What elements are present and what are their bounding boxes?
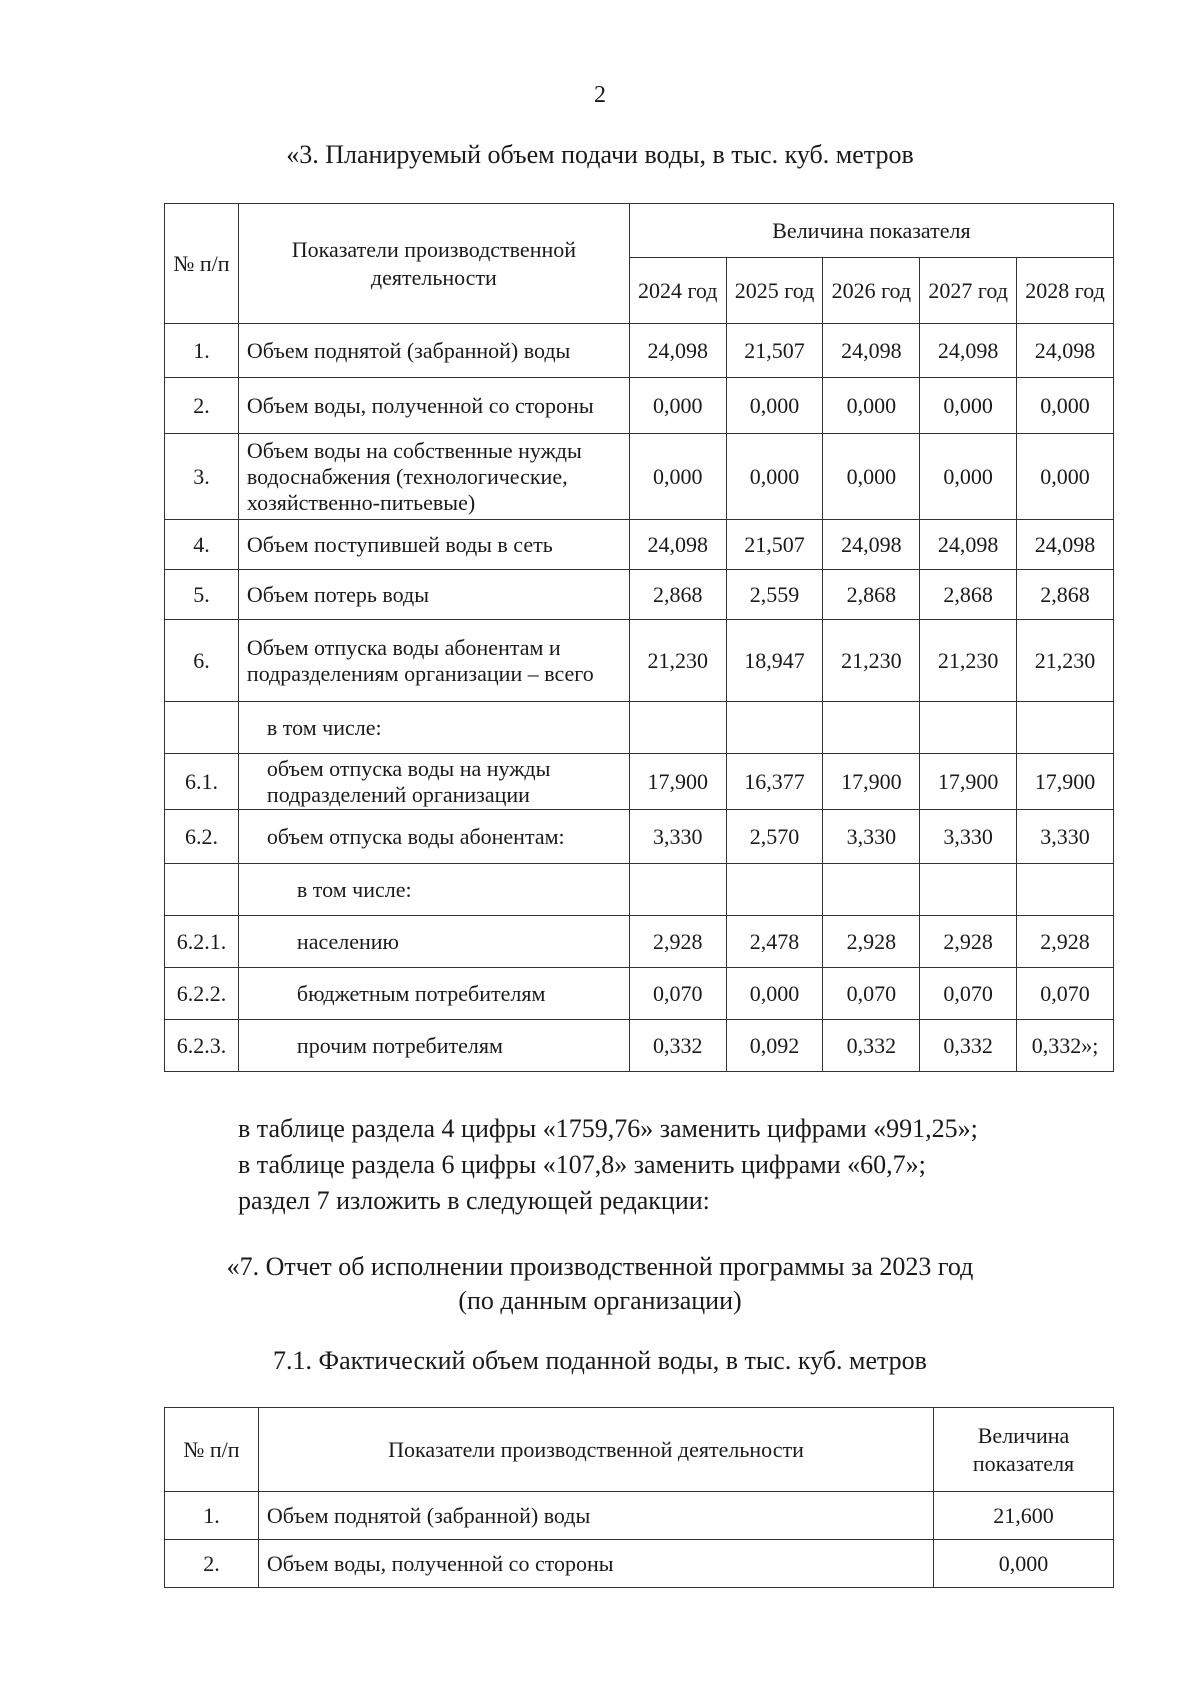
row-value: 0,332: [823, 1020, 920, 1072]
row-value: 0,000: [726, 434, 823, 520]
row-value: 0,000: [823, 434, 920, 520]
row-value: 2,478: [726, 916, 823, 968]
table-row: [165, 1020, 1114, 1072]
row-value: 21,507: [726, 324, 823, 378]
row-value: 2,928: [823, 916, 920, 968]
row-value: 24,098: [823, 324, 920, 378]
row-value: 2,868: [1017, 570, 1114, 620]
row-value: 17,900: [823, 754, 920, 810]
row-value: 24,098: [920, 520, 1017, 570]
row-indicator: объем отпуска воды на нужды подразделений организации: [238, 754, 629, 810]
header-num: № п/п: [165, 1408, 259, 1492]
row-value: 2,928: [629, 916, 726, 968]
row-value: 0,000: [1017, 434, 1114, 520]
row-indicator: прочим потребителям: [238, 1020, 629, 1072]
row-number: 2.: [165, 378, 239, 434]
row-value: 0,092: [726, 1020, 823, 1072]
row-value: 2,570: [726, 810, 823, 864]
row-indicator: Объем воды на собственные нужды водоснабжения (технологические, хозяйственно-питьевые): [238, 434, 629, 520]
header-year: 2028 год: [1017, 258, 1114, 324]
table-row: [165, 434, 1114, 520]
row-value: 0,070: [920, 968, 1017, 1020]
row-number: 3.: [165, 434, 239, 520]
row-value: 2,559: [726, 570, 823, 620]
row-value: 0,070: [823, 968, 920, 1020]
row-value: 21,600: [934, 1492, 1114, 1540]
table-row: [165, 1540, 1114, 1588]
header-num: № п/п: [165, 204, 239, 324]
row-number: 6.: [165, 620, 239, 702]
row-value: 21,507: [726, 520, 823, 570]
row-indicator: Объем потерь воды: [238, 570, 629, 620]
row-number: 6.2.: [165, 810, 239, 864]
row-value: 21,230: [629, 620, 726, 702]
header-indicator: Показатели производственной деятельности: [258, 1408, 933, 1492]
row-value: 16,377: [726, 754, 823, 810]
row-number: [165, 702, 239, 754]
row-value: [823, 702, 920, 754]
header-year: 2027 год: [920, 258, 1017, 324]
row-value: 0,000: [629, 434, 726, 520]
row-indicator: Объем поступившей воды в сеть: [238, 520, 629, 570]
row-number: [165, 864, 239, 916]
row-value: 24,098: [823, 520, 920, 570]
section-7-1-subtitle: 7.1. Фактический объем поданной воды, в тыс. куб. метров: [273, 1346, 927, 1375]
table-row: [165, 916, 1114, 968]
table-row: [165, 324, 1114, 378]
row-value: 17,900: [629, 754, 726, 810]
actual-water-supply-table: [164, 1407, 1114, 1588]
row-indicator: объем отпуска воды абонентам:: [238, 810, 629, 864]
row-value: 17,900: [920, 754, 1017, 810]
amendment-line: раздел 7 изложить в следующей редакции:: [238, 1186, 710, 1215]
row-value: 0,332»;: [1017, 1020, 1114, 1072]
row-value: 24,098: [629, 520, 726, 570]
section-3-title: «3. Планируемый объем подачи воды, в тыс. куб. метров: [286, 140, 914, 169]
header-value-group: Величина показателя: [629, 204, 1113, 258]
header-indicator: Показатели производственной деятельности: [238, 204, 629, 324]
row-indicator: бюджетным потребителям: [238, 968, 629, 1020]
planned-water-supply-table: [164, 203, 1114, 1072]
section-7-title-note: (по данным организации): [458, 1286, 742, 1315]
row-value: [726, 702, 823, 754]
row-value: 0,070: [1017, 968, 1114, 1020]
row-number: 6.2.3.: [165, 1020, 239, 1072]
row-indicator: в том числе:: [238, 702, 629, 754]
amendment-line: в таблице раздела 6 цифры «107,8» заменить цифрами «60,7»;: [238, 1150, 926, 1179]
row-value: 2,928: [920, 916, 1017, 968]
row-value: [1017, 864, 1114, 916]
table-row: [165, 810, 1114, 864]
row-value: 21,230: [1017, 620, 1114, 702]
row-value: 0,000: [823, 378, 920, 434]
table-row: [165, 968, 1114, 1020]
row-number: 6.2.2.: [165, 968, 239, 1020]
row-value: 3,330: [629, 810, 726, 864]
row-value: 0,000: [934, 1540, 1114, 1588]
row-indicator: Объем воды, полученной со стороны: [238, 378, 629, 434]
row-indicator: Объем отпуска воды абонентам и подразделениям организации – всего: [238, 620, 629, 702]
page-number: 2: [594, 82, 606, 108]
row-value: 0,000: [920, 378, 1017, 434]
row-value: 24,098: [629, 324, 726, 378]
row-value: 2,868: [920, 570, 1017, 620]
row-number: 1.: [165, 1492, 259, 1540]
row-value: [823, 864, 920, 916]
row-value: 3,330: [823, 810, 920, 864]
row-value: 24,098: [1017, 324, 1114, 378]
row-value: 17,900: [1017, 754, 1114, 810]
row-value: [726, 864, 823, 916]
row-value: 0,000: [726, 378, 823, 434]
row-number: 2.: [165, 1540, 259, 1588]
row-indicator: Объем воды, полученной со стороны: [258, 1540, 933, 1588]
row-value: 2,928: [1017, 916, 1114, 968]
row-value: 24,098: [1017, 520, 1114, 570]
row-value: [920, 702, 1017, 754]
row-value: 0,000: [1017, 378, 1114, 434]
header-year: 2024 год: [629, 258, 726, 324]
row-value: [629, 864, 726, 916]
row-number: 6.1.: [165, 754, 239, 810]
table-row: [165, 620, 1114, 702]
row-value: 0,070: [629, 968, 726, 1020]
row-value: 0,000: [629, 378, 726, 434]
row-value: 21,230: [823, 620, 920, 702]
row-value: 2,868: [823, 570, 920, 620]
row-number: 5.: [165, 570, 239, 620]
row-indicator: Объем поднятой (забранной) воды: [258, 1492, 933, 1540]
row-value: 0,000: [920, 434, 1017, 520]
row-value: 21,230: [920, 620, 1017, 702]
section-7-title: «7. Отчет об исполнении производственной программы за 2023 год: [226, 1252, 974, 1281]
header-year: 2025 год: [726, 258, 823, 324]
row-value: 0,332: [920, 1020, 1017, 1072]
table-row: [165, 754, 1114, 810]
row-number: 6.2.1.: [165, 916, 239, 968]
row-number: 4.: [165, 520, 239, 570]
row-number: 1.: [165, 324, 239, 378]
row-value: 0,332: [629, 1020, 726, 1072]
row-value: [629, 702, 726, 754]
table-row: [165, 520, 1114, 570]
table-row: [165, 1492, 1114, 1540]
table-row: [165, 702, 1114, 754]
header-year: 2026 год: [823, 258, 920, 324]
row-indicator: Объем поднятой (забранной) воды: [238, 324, 629, 378]
row-value: [1017, 702, 1114, 754]
amendment-line: в таблице раздела 4 цифры «1759,76» заменить цифрами «991,25»;: [238, 1114, 978, 1143]
header-value: Величина показателя: [934, 1408, 1114, 1492]
row-value: [920, 864, 1017, 916]
table-row: [165, 864, 1114, 916]
row-value: 2,868: [629, 570, 726, 620]
row-indicator: в том числе:: [238, 864, 629, 916]
row-value: 18,947: [726, 620, 823, 702]
table-row: [165, 570, 1114, 620]
row-value: 3,330: [1017, 810, 1114, 864]
row-value: 3,330: [920, 810, 1017, 864]
row-value: 24,098: [920, 324, 1017, 378]
table-row: [165, 378, 1114, 434]
row-value: 0,000: [726, 968, 823, 1020]
row-indicator: населению: [238, 916, 629, 968]
